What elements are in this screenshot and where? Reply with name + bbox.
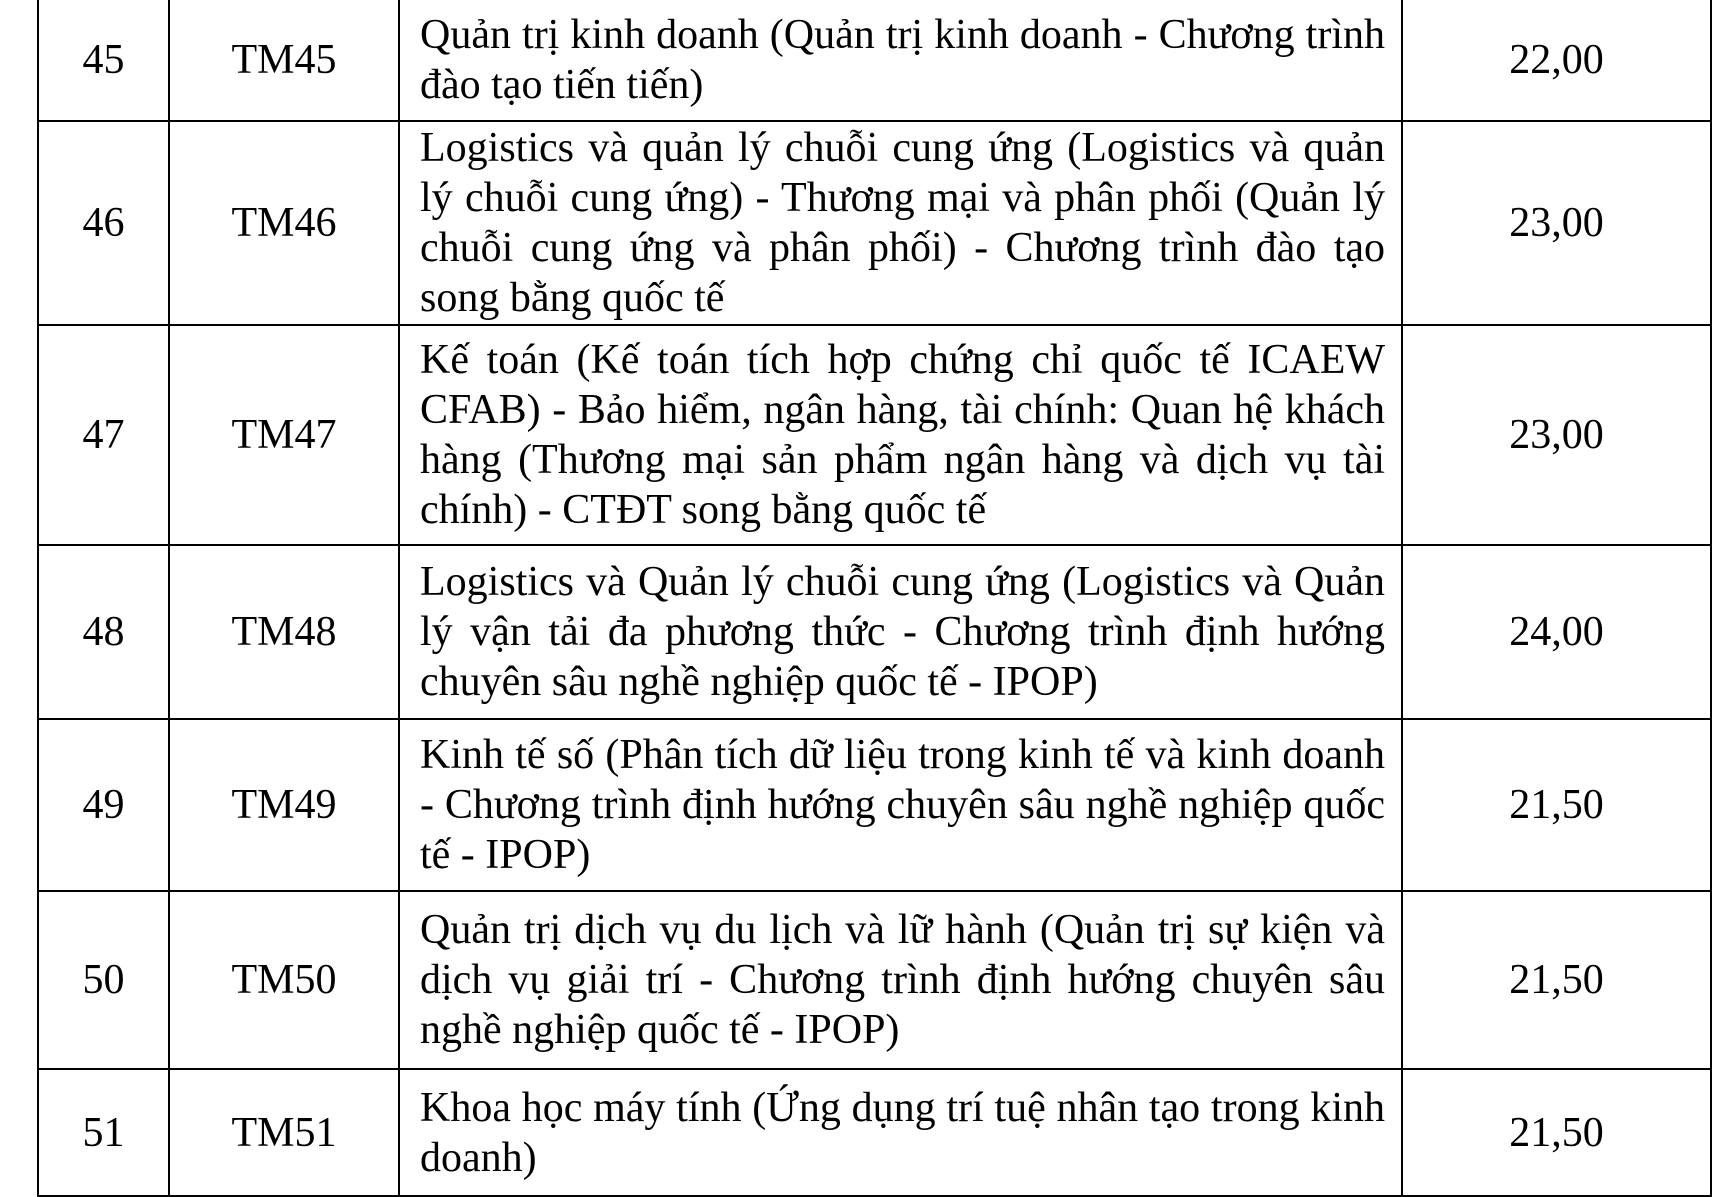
program-code: TM50 <box>169 891 399 1069</box>
row-number: 46 <box>38 121 169 325</box>
program-name: Logistics và quản lý chuỗi cung ứng (Logistics và quản lý chuỗi cung ứng) - Thương mại và phân phối (Quản lý chuỗi cung ứng và phân phối) - Chương trình đào tạo song bằng quốc tế <box>399 121 1402 325</box>
table-row <box>38 325 1711 545</box>
row-number: 45 <box>38 0 169 121</box>
program-code: TM48 <box>169 545 399 719</box>
table-row <box>38 545 1711 719</box>
table-row <box>38 891 1711 1069</box>
row-number: 47 <box>38 325 169 545</box>
program-code: TM49 <box>169 719 399 891</box>
program-code: TM47 <box>169 325 399 545</box>
table-row <box>38 719 1711 891</box>
row-number: 50 <box>38 891 169 1069</box>
cutoff-score: 21,50 <box>1402 1069 1711 1196</box>
program-name: Kinh tế số (Phân tích dữ liệu trong kinh tế và kinh doanh - Chương trình định hướng chuyên sâu nghề nghiệp quốc tế - IPOP) <box>399 719 1402 891</box>
cutoff-score: 21,50 <box>1402 719 1711 891</box>
cutoff-score: 21,50 <box>1402 891 1711 1069</box>
cutoff-score: 24,00 <box>1402 545 1711 719</box>
cutoff-score: 22,00 <box>1402 0 1711 121</box>
program-name: Quản trị dịch vụ du lịch và lữ hành (Quản trị sự kiện và dịch vụ giải trí - Chương trình định hướng chuyên sâu nghề nghiệp quốc tế - IPOP) <box>399 891 1402 1069</box>
table-row <box>38 0 1711 121</box>
table-row <box>38 1069 1711 1196</box>
table-row <box>38 121 1711 325</box>
cutoff-score: 23,00 <box>1402 121 1711 325</box>
row-number: 49 <box>38 719 169 891</box>
cutoff-score: 23,00 <box>1402 325 1711 545</box>
row-number: 48 <box>38 545 169 719</box>
program-code: TM45 <box>169 0 399 121</box>
row-number: 51 <box>38 1069 169 1196</box>
program-name: Logistics và Quản lý chuỗi cung ứng (Logistics và Quản lý vận tải đa phương thức - Chương trình định hướng chuyên sâu nghề nghiệp quốc tế - IPOP) <box>399 545 1402 719</box>
score-table <box>37 0 1712 1197</box>
program-name: Kế toán (Kế toán tích hợp chứng chỉ quốc tế ICAEW CFAB) - Bảo hiểm, ngân hàng, tài chính: Quan hệ khách hàng (Thương mại sản phẩm ngân hàng và dịch vụ tài chính) - CTĐT song bằng quốc tế <box>399 325 1402 545</box>
program-name: Khoa học máy tính (Ứng dụng trí tuệ nhân tạo trong kinh doanh) <box>399 1069 1402 1196</box>
program-code: TM46 <box>169 121 399 325</box>
program-name: Quản trị kinh doanh (Quản trị kinh doanh - Chương trình đào tạo tiến tiến) <box>399 0 1402 121</box>
program-code: TM51 <box>169 1069 399 1196</box>
